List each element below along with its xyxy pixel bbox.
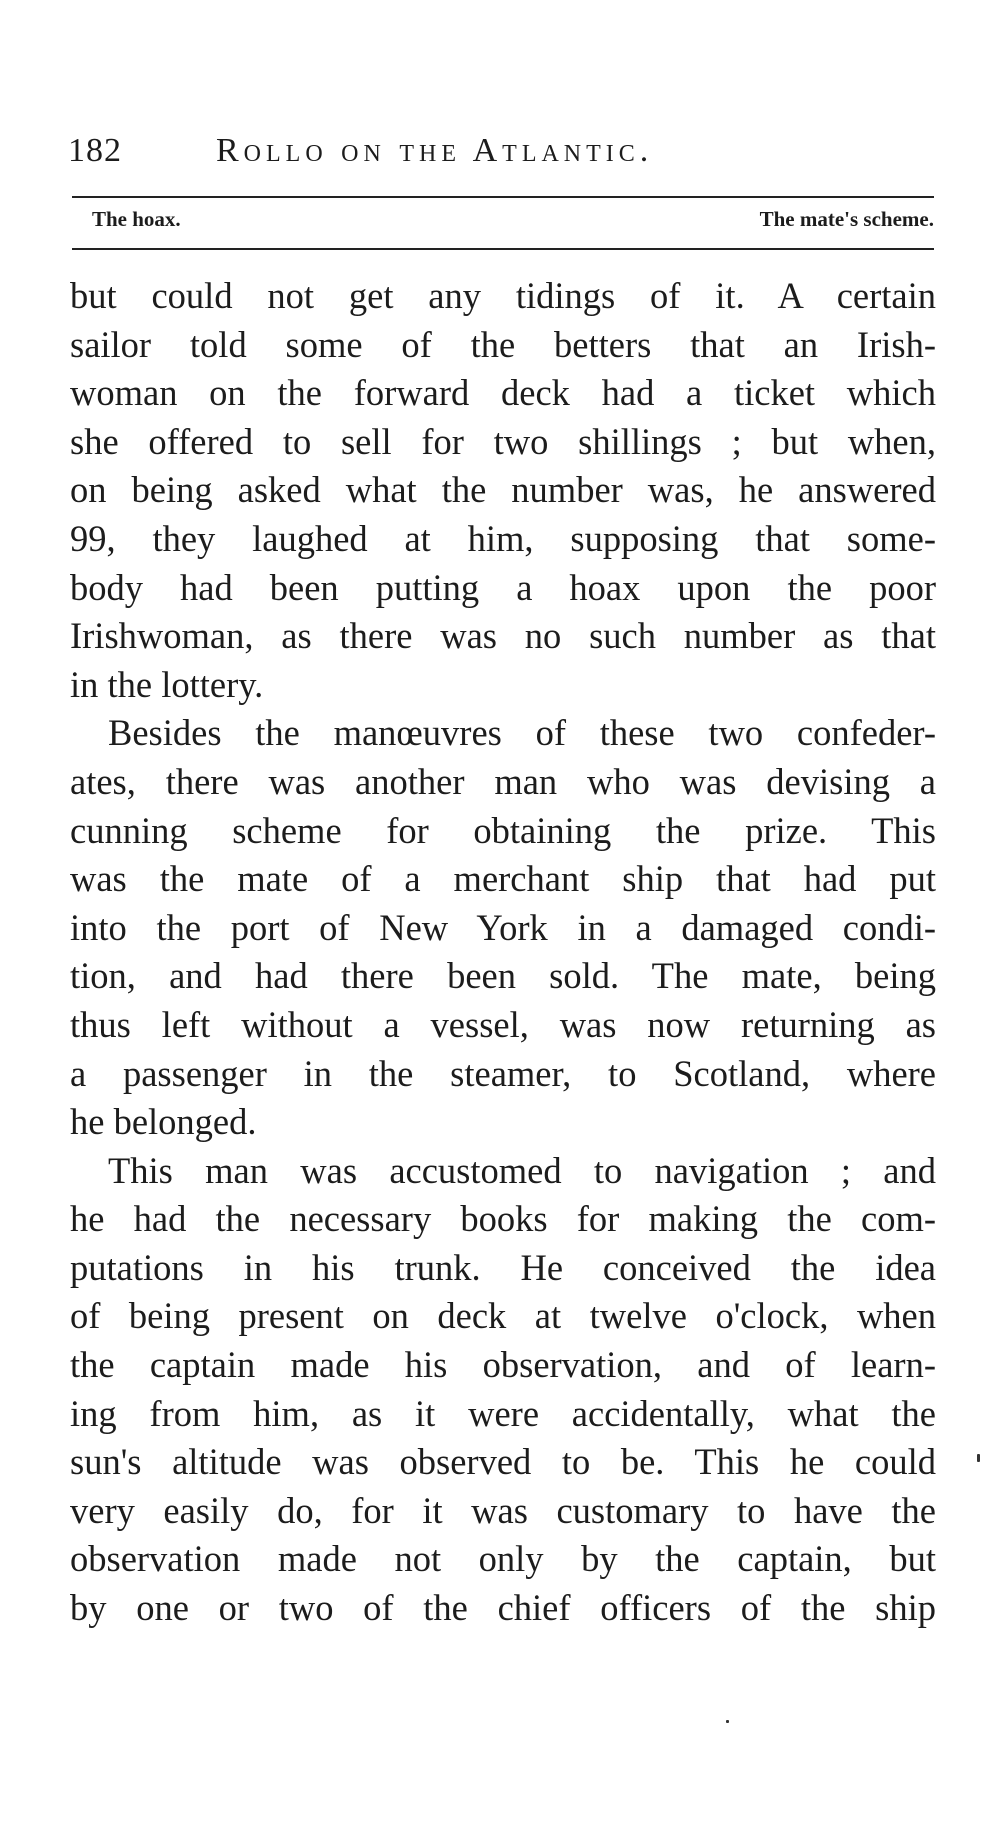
text-line: ates, there was another man who was devising a xyxy=(70,760,936,802)
text-line: he had the necessary books for making the com- xyxy=(70,1198,936,1240)
text-line: This man was accustomed to navigation ; and xyxy=(108,1149,936,1191)
text-line: sun's altitude was observed to be. This he could xyxy=(70,1441,936,1483)
text-line: was the mate of a merchant ship that had put xyxy=(70,858,936,900)
page-number: 182 xyxy=(68,132,122,169)
text-line: very easily do, for it was customary to have the xyxy=(70,1489,936,1531)
body-text xyxy=(70,272,936,1633)
text-line: but could not get any tidings of it. A certain xyxy=(70,275,936,316)
text-line: thus left without a vessel, was now returning as xyxy=(70,1003,936,1045)
text-line: woman on the forward deck had a ticket which xyxy=(70,372,936,414)
text-line: she offered to sell for two shillings ; but when, xyxy=(70,420,936,462)
page-speck xyxy=(726,1720,729,1723)
text-line: cunning scheme for obtaining the prize. This xyxy=(70,809,936,851)
text-line: in the lottery. xyxy=(70,663,264,705)
section-subheads xyxy=(92,207,934,241)
text-line: tion, and had there been sold. The mate, being xyxy=(70,955,936,997)
text-line: on being asked what the number was, he answered xyxy=(70,469,936,511)
text-line: into the port of New York in a damaged condi- xyxy=(70,906,936,948)
text-line: a passenger in the steamer, to Scotland, where xyxy=(70,1052,936,1094)
header-rule-top xyxy=(72,196,934,198)
text-line: body had been putting a hoax upon the poor xyxy=(70,566,936,608)
text-line: 99, they laughed at him, supposing that some- xyxy=(70,517,936,559)
text-line: putations in his trunk. He conceived the idea xyxy=(70,1246,936,1288)
text-line: sailor told some of the betters that an Irish- xyxy=(70,323,936,365)
subhead-right: The mate's scheme. xyxy=(759,207,934,231)
text-line: Irishwoman, as there was no such number as that xyxy=(70,615,936,657)
book-title: Rollo on the Atlantic. xyxy=(216,132,654,169)
text-line: Besides the manœuvres of these two confeder- xyxy=(108,712,936,754)
text-line: observation made not only by the captain, but xyxy=(70,1538,936,1580)
text-line: by one or two of the chief officers of the ship xyxy=(70,1587,936,1629)
text-line: of being present on deck at twelve o'clock, when xyxy=(70,1295,936,1337)
margin-speck xyxy=(977,1454,980,1462)
header-rule-bottom xyxy=(72,248,934,250)
subhead-left: The hoax. xyxy=(92,207,181,231)
text-line: ing from him, as it were accidentally, what the xyxy=(70,1392,936,1434)
text-line: the captain made his observation, and of learn- xyxy=(70,1344,936,1386)
text-line: he belonged. xyxy=(70,1101,257,1143)
running-head xyxy=(68,132,938,176)
